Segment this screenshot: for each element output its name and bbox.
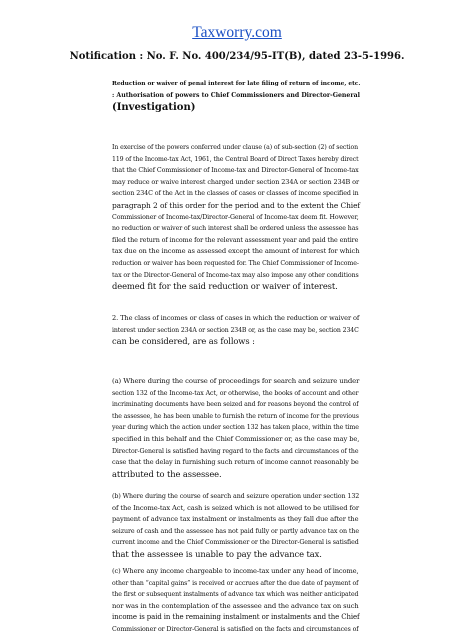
text-line: Commissioner of Income-tax/Director-General of Income-tax deem fit. However, xyxy=(112,213,359,221)
text-line: specified in this behalf and the Chief Commissioner or, as the case may be, xyxy=(112,434,360,443)
text-line: 2. The class of incomes or class of cases in which the reduction or waiver of xyxy=(112,314,360,322)
text-line: section 132 of the Income-tax Act, or otherwise, the books of account and other xyxy=(112,389,359,397)
text-line: In exercise of the powers conferred under clause (a) of sub-section (2) of section xyxy=(112,144,359,151)
heading-line: Reduction or waiver of penal interest for late filing of return of income, etc. xyxy=(112,81,361,87)
text-line: tax due on the income as assessed except the amount of interest for which xyxy=(112,247,360,256)
text-line: filed the return of income for the relevant assessment year and paid the entire xyxy=(112,235,359,244)
text-line: reduction or waiver has been requested for. The Chief Commissioner of Income- xyxy=(112,259,359,267)
text-line: no reduction or waiver of such interest shall be ordered unless the assessee has xyxy=(112,225,359,233)
text-line: Director-General is satisfied having regard to the facts and circumstances of the xyxy=(112,447,359,455)
text-line: the assessee, he has been unable to furnish the return of income for the previous xyxy=(112,412,359,420)
text-line: (a) Where during the course of proceedings for search and seizure under xyxy=(112,377,360,385)
text-line: (c) Where any income chargeable to income-tax under any head of income, xyxy=(112,567,359,575)
text-line: income is paid in the remaining instalment or instalments and the Chief xyxy=(112,613,360,622)
text-line: that the Chief Commissioner of Income-tax and Director-General of Income-tax xyxy=(112,167,359,175)
text-line: nor was in the contemplation of the assessee and the advance tax on such xyxy=(112,601,359,610)
text-line: can be considered, are as follows : xyxy=(112,336,255,347)
paragraph-2a xyxy=(112,376,362,480)
text-line: interest under section 234A or section 234B or, as the case may be, section 234C xyxy=(112,326,359,334)
text-line: current income and the Chief Commissioner or the Director-General is satisfied xyxy=(112,539,359,547)
paragraph-2b xyxy=(112,491,362,561)
text-line: may reduce or waive interest charged under section 234A or section 234B or xyxy=(112,177,359,186)
text-line: Commissioner or Director-General is satisfied on the facts and circumstances of xyxy=(112,625,359,633)
text-line: deemed fit for the said reduction or waiver of interest. xyxy=(112,281,338,292)
text-line: that the assessee is unable to pay the advance tax. xyxy=(112,548,322,559)
site-link[interactable]: Taxworry.com xyxy=(192,24,282,41)
text-line: (b) Where during the course of search and seizure operation under section 132 xyxy=(112,493,360,500)
text-line: 119 of the Income-tax Act, 1961, the Central Board of Direct Taxes hereby direct xyxy=(112,155,359,163)
text-line: tax or the Director-General of Income-tax may also impose any other conditions xyxy=(112,271,359,279)
document-heading xyxy=(112,78,362,114)
text-line: paragraph 2 of this order for the period and to the extent the Chief xyxy=(112,200,361,210)
heading-line: (Investigation) xyxy=(112,102,196,113)
text-line: case that the delay in furnishing such return of income cannot reasonably be xyxy=(112,458,359,467)
heading-line: : Authorisation of powers to Chief Commissioners and Director-General xyxy=(112,92,360,99)
text-line: payment of advance tax instalment or instalments as they fall due after the xyxy=(112,515,359,524)
paragraph-1 xyxy=(112,142,362,293)
text-line: seizure of cash and the assessee has not paid fully or partly advance tax on the xyxy=(112,527,360,535)
text-line: year during which the action under section 132 has taken place, within the time xyxy=(112,424,359,432)
paragraph-2c xyxy=(112,566,362,636)
text-line: incriminating documents have been seized and for reasons beyond the control of xyxy=(112,401,359,409)
text-line: the first or subsequent instalments of advance tax which was neither anticipated xyxy=(112,591,359,599)
text-line: attributed to the assessee. xyxy=(112,468,222,479)
text-line: section 234C of the Act in the classes of cases or classes of income specified in xyxy=(112,190,359,198)
text-line: of the Income-tax Act, cash is seized which is not allowed to be utilised for xyxy=(112,503,359,512)
text-line: other than “capital gains” is received or accrues after the due date of payment of xyxy=(112,579,359,587)
paragraph-2 xyxy=(112,313,362,348)
notification-title: Notification : No. F. No. 400/234/95-IT(B), dated 23-5-1996. xyxy=(69,51,405,62)
